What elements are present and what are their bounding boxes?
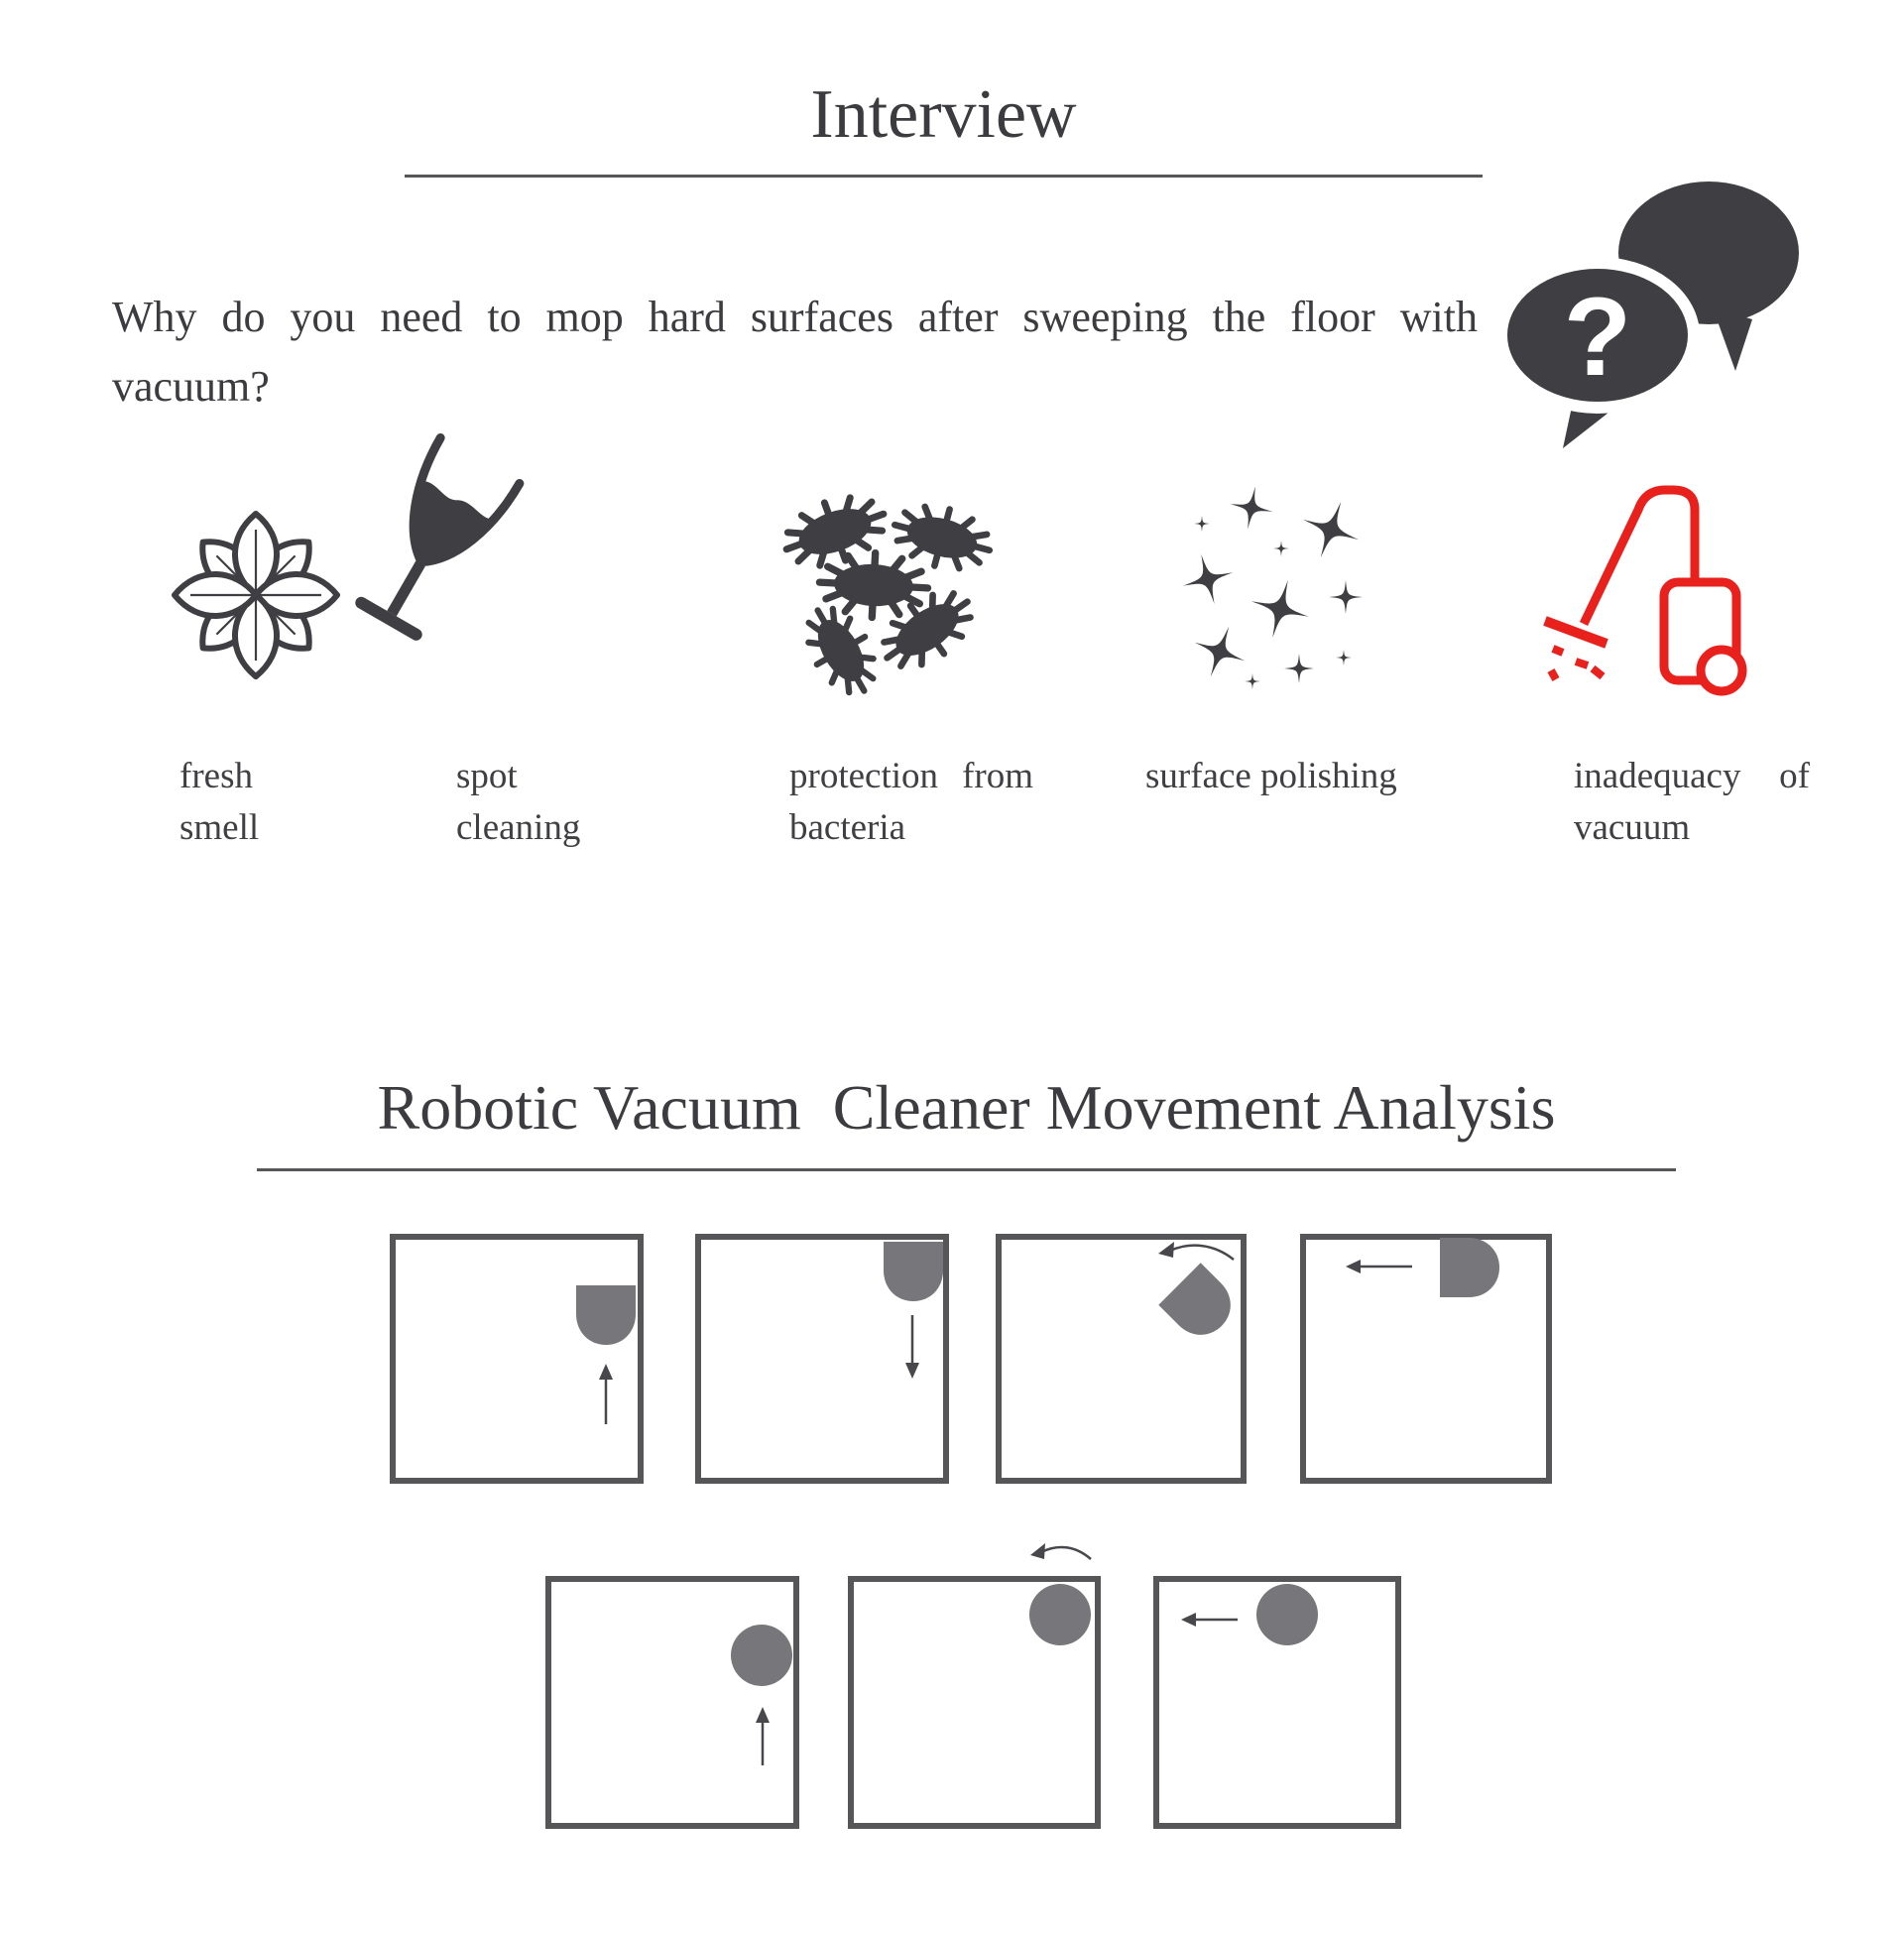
sparkles-icon bbox=[1170, 476, 1373, 704]
option-label: protection from bacteria bbox=[789, 756, 1033, 848]
up-arrow bbox=[751, 1706, 774, 1767]
question-line-1: Why do you need to mop hard surfaces after sweeping the floor with bbox=[112, 293, 1478, 341]
question-speech-bubbles-icon bbox=[1488, 169, 1805, 456]
round-robot bbox=[1254, 1582, 1320, 1647]
round-robot bbox=[1027, 1582, 1093, 1647]
movement-analysis-title: Robotic Vacuum Cleaner Movement Analysis bbox=[377, 1072, 1556, 1143]
option-label: inadequacy of vacuum bbox=[1574, 756, 1810, 848]
question-mark-glyph: ? bbox=[1563, 275, 1632, 399]
interview-title: Interview bbox=[810, 76, 1077, 153]
movement-panel-1 bbox=[390, 1234, 644, 1484]
interview-question bbox=[112, 283, 1478, 422]
left-arrow bbox=[1180, 1609, 1242, 1631]
option-label: fresh smell bbox=[179, 756, 260, 848]
bacteria-icon bbox=[764, 476, 1002, 704]
rotate-ccw-arrow bbox=[1156, 1238, 1238, 1271]
round-robot bbox=[729, 1623, 794, 1688]
left-arrow bbox=[1345, 1256, 1416, 1277]
flower-icon bbox=[169, 508, 343, 682]
question-line-2: vacuum? bbox=[112, 362, 270, 411]
rotate-ccw-arrow bbox=[1029, 1541, 1095, 1573]
movement-analysis-rule bbox=[257, 1168, 1676, 1171]
wine-glass-icon bbox=[347, 417, 531, 665]
movement-panel-5 bbox=[545, 1576, 799, 1829]
down-arrow bbox=[900, 1313, 924, 1381]
option-label: surface polishing bbox=[1145, 756, 1397, 796]
up-arrow bbox=[594, 1363, 618, 1426]
d-robot bbox=[882, 1240, 945, 1303]
d-robot bbox=[574, 1283, 638, 1347]
d-robot-left bbox=[1419, 1218, 1518, 1317]
interview-title-rule bbox=[405, 175, 1483, 178]
option-label: spot cleaning bbox=[456, 756, 581, 848]
vacuum-icon bbox=[1527, 466, 1755, 704]
